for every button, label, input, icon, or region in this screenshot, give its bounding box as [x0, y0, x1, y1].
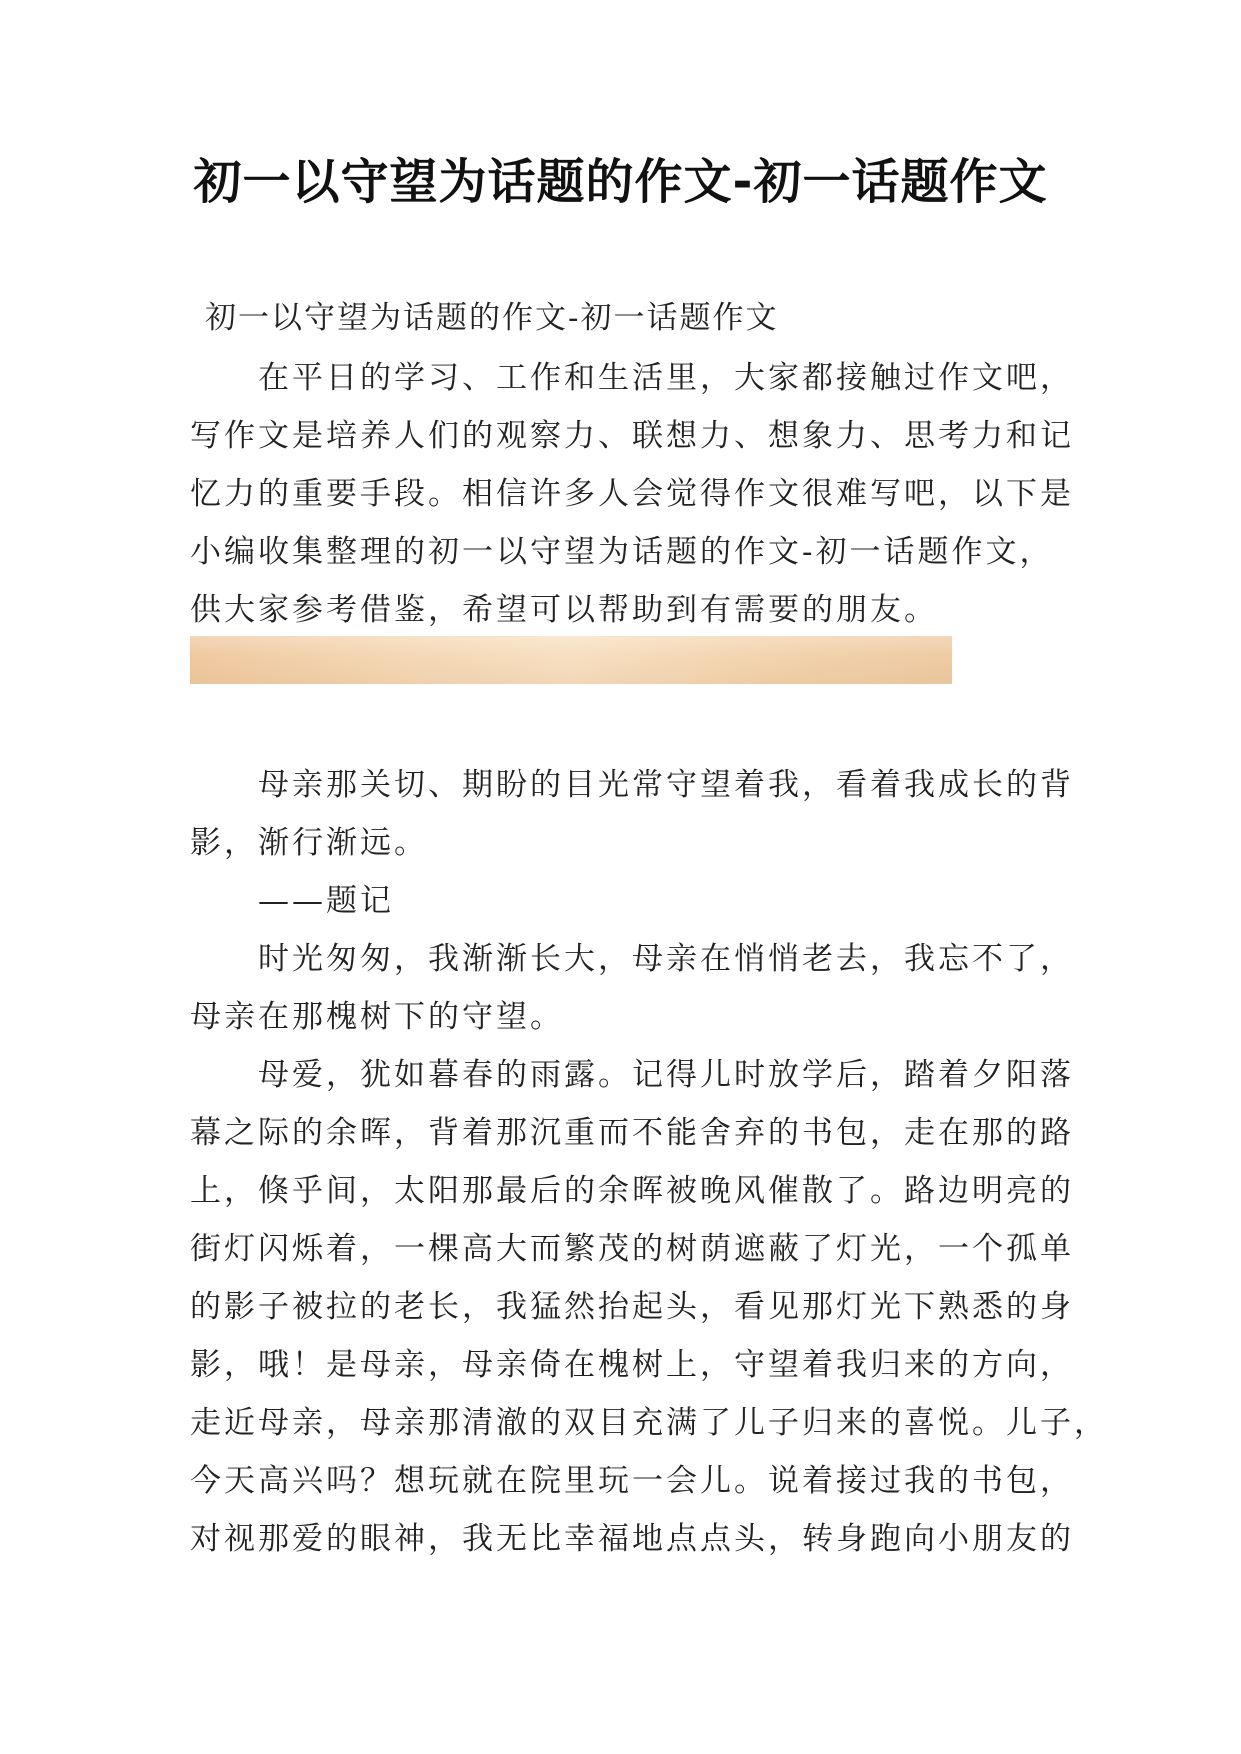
body-line: 影，哦！是母亲，母亲倚在槐树上，守望着我归来的方向， [190, 1347, 1074, 1383]
body-line: 街灯闪烁着，一棵高大而繁茂的树荫遮蔽了灯光，一个孤单 [190, 1231, 1074, 1267]
body-line: 影，渐行渐远。 [190, 825, 428, 861]
body-line: 时光匆匆，我渐渐长大，母亲在悄悄老去，我忘不了， [258, 941, 1074, 977]
body-line: 今天高兴吗？想玩就在院里玩一会儿。说着接过我的书包， [190, 1463, 1074, 1499]
decorative-banner [190, 636, 952, 684]
intro-line: 供大家参考借鉴，希望可以帮助到有需要的朋友。 [190, 592, 938, 628]
intro-line: 小编收集整理的初一以守望为话题的作文-初一话题作文， [190, 534, 1054, 570]
body-line: 对视那爱的眼神，我无比幸福地点点头，转身跑向小朋友的 [190, 1521, 1074, 1557]
body-line: 走近母亲，母亲那清澈的双目充满了儿子归来的喜悦。儿子， [190, 1405, 1108, 1441]
body-line: 幕之际的余晖，背着那沉重而不能舍弃的书包，走在那的路 [190, 1115, 1074, 1151]
intro-line: 在平日的学习、工作和生活里，大家都接触过作文吧， [258, 360, 1074, 396]
document-subheading: 初一以守望为话题的作文-初一话题作文 [205, 300, 779, 336]
body-line: 母亲在那槐树下的守望。 [190, 999, 564, 1035]
body-line: 母亲那关切、期盼的目光常守望着我，看着我成长的背 [258, 767, 1074, 803]
epigraph-attribution: ——题记 [258, 883, 394, 919]
document-title: 初一以守望为话题的作文-初一话题作文 [193, 154, 1048, 210]
intro-line: 写作文是培养人们的观察力、联想力、想象力、思考力和记 [190, 418, 1074, 454]
body-line: 上，倏乎间，太阳那最后的余晖被晚风催散了。路边明亮的 [190, 1173, 1074, 1209]
intro-line: 忆力的重要手段。相信许多人会觉得作文很难写吧，以下是 [190, 476, 1074, 512]
body-line: 母爱，犹如暮春的雨露。记得儿时放学后，踏着夕阳落 [258, 1057, 1074, 1093]
body-line: 的影子被拉的老长，我猛然抬起头，看见那灯光下熟悉的身 [190, 1289, 1074, 1325]
